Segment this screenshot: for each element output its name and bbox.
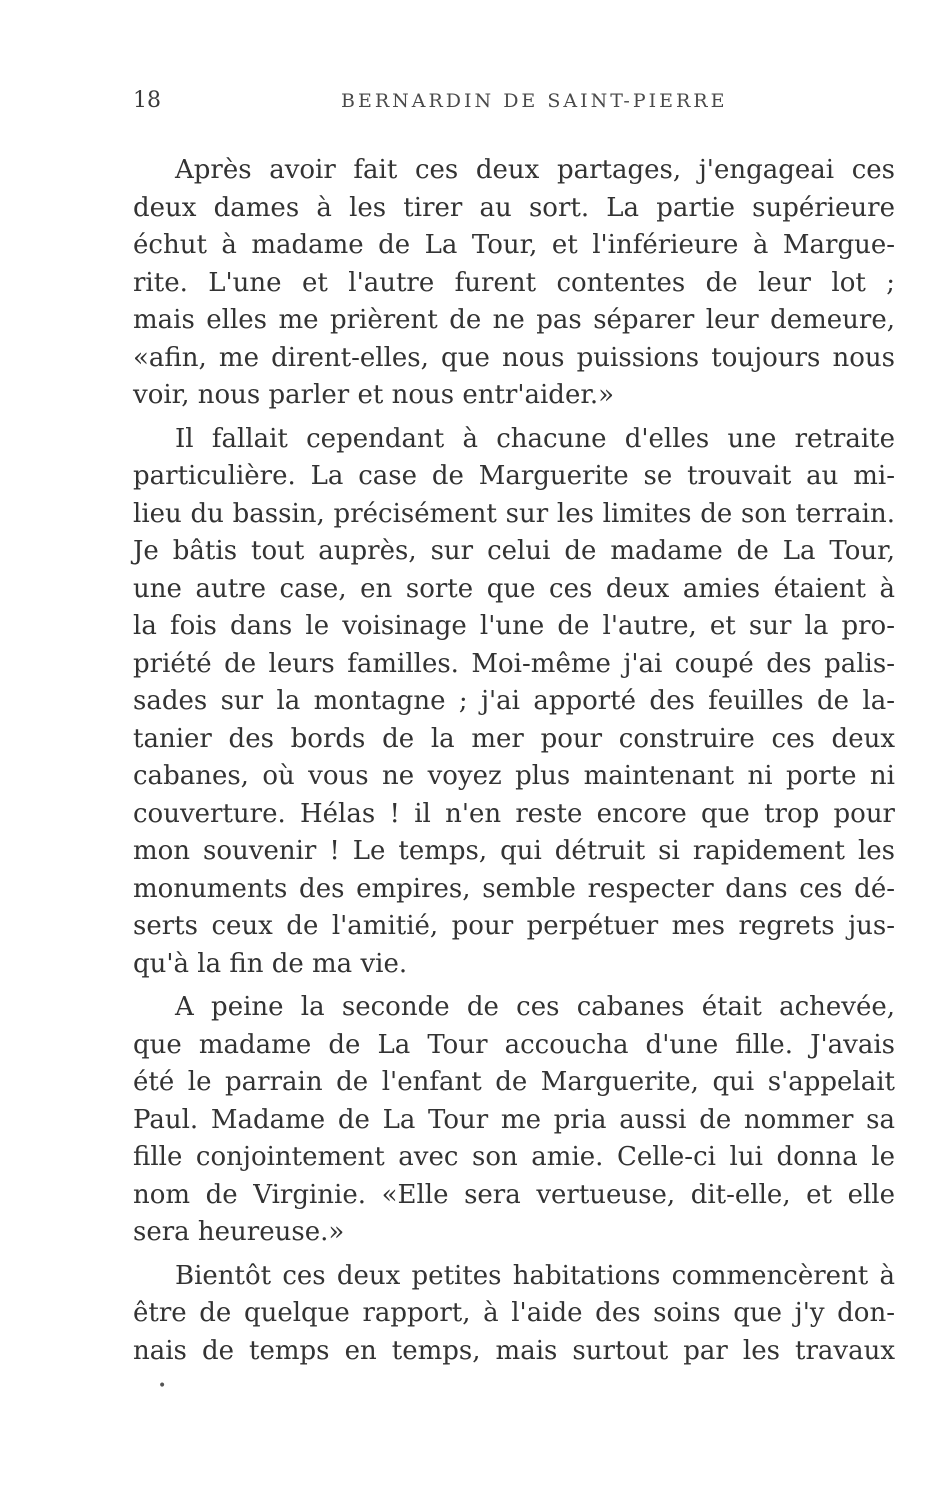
- text-line: lieu du bassin, précisément sur les limites de son terrain.: [133, 498, 895, 529]
- text-line: voir, nous parler et nous entr'aider.»: [133, 380, 615, 410]
- text-line: que madame de La Tour accoucha d'une fille. J'avais: [133, 1029, 895, 1060]
- text-line: nais de temps en temps, mais surtout par les travaux: [133, 1335, 895, 1366]
- text-line: «afin, me dirent-elles, que nous puissions toujours nous: [133, 342, 895, 373]
- text-line: mais elles me prièrent de ne pas séparer leur demeure,: [133, 305, 895, 335]
- paragraph: [133, 1258, 895, 1371]
- text-line: Après avoir fait ces deux partages, j'engageai ces: [175, 155, 895, 185]
- text-line: Il fallait cependant à chacune d'elles une retraite: [175, 423, 895, 454]
- text-line: mon souvenir ! Le temps, qui détruit si rapidement les: [133, 836, 895, 866]
- text-line: qu'à la fin de ma vie.: [133, 948, 408, 979]
- text-line: été le parrain de l'enfant de Marguerite, qui s'appelait: [133, 1067, 895, 1097]
- text-line: monuments des empires, semble respecter dans ces dé-: [133, 873, 895, 904]
- text-line: priété de leurs familles. Moi-même j'ai coupé des palis-: [133, 648, 895, 679]
- text-line: cabanes, où vous ne voyez plus maintenant ni porte ni: [133, 761, 895, 791]
- text-line: sades sur la montagne ; j'ai apporté des feuilles de la-: [133, 686, 895, 716]
- printer-mark: •: [158, 1378, 167, 1394]
- text-line: tanier des bords de la mer pour construire ces deux: [133, 723, 895, 754]
- text-line: Paul. Madame de La Tour me pria aussi de nommer sa: [133, 1104, 895, 1135]
- text-line: nom de Virginie. «Elle sera vertueuse, dit-elle, et elle: [133, 1179, 895, 1210]
- paragraph: [133, 989, 895, 1252]
- text-line: rite. L'une et l'autre furent contentes de leur lot ;: [133, 267, 895, 298]
- paragraph: [133, 152, 895, 415]
- text-line: fille conjointement avec son amie. Celle-ci lui donna le: [133, 1142, 895, 1172]
- text-line: sera heureuse.»: [133, 1217, 345, 1247]
- text-line: serts ceux de l'amitié, pour perpétuer mes regrets jus-: [133, 911, 895, 941]
- running-head: BERNARDIN DE SAINT-PIERRE: [341, 90, 728, 112]
- text-line: A peine la seconde de ces cabanes était achevée,: [175, 992, 895, 1022]
- paragraph: [133, 421, 895, 984]
- text-line: couverture. Hélas ! il n'en reste encore que trop pour: [133, 798, 895, 829]
- text-line: Je bâtis tout auprès, sur celui de madame de La Tour,: [133, 536, 895, 566]
- text-line: deux dames à les tirer au sort. La partie supérieure: [133, 192, 895, 223]
- text-line: Bientôt ces deux petites habitations commencèrent à: [175, 1260, 895, 1291]
- text-line: être de quelque rapport, à l'aide des soins que j'y don-: [133, 1298, 895, 1328]
- page-number: 18: [133, 88, 161, 113]
- text-line: une autre case, en sorte que ces deux amies étaient à: [133, 573, 895, 604]
- page-header: [133, 88, 893, 118]
- body-text: [133, 152, 895, 1370]
- text-line: la fois dans le voisinage l'une de l'autre, et sur la pro-: [133, 611, 895, 641]
- text-line: échut à madame de La Tour, et l'inférieure à Margue-: [133, 230, 895, 260]
- text-line: particulière. La case de Marguerite se trouvait au mi-: [133, 461, 895, 491]
